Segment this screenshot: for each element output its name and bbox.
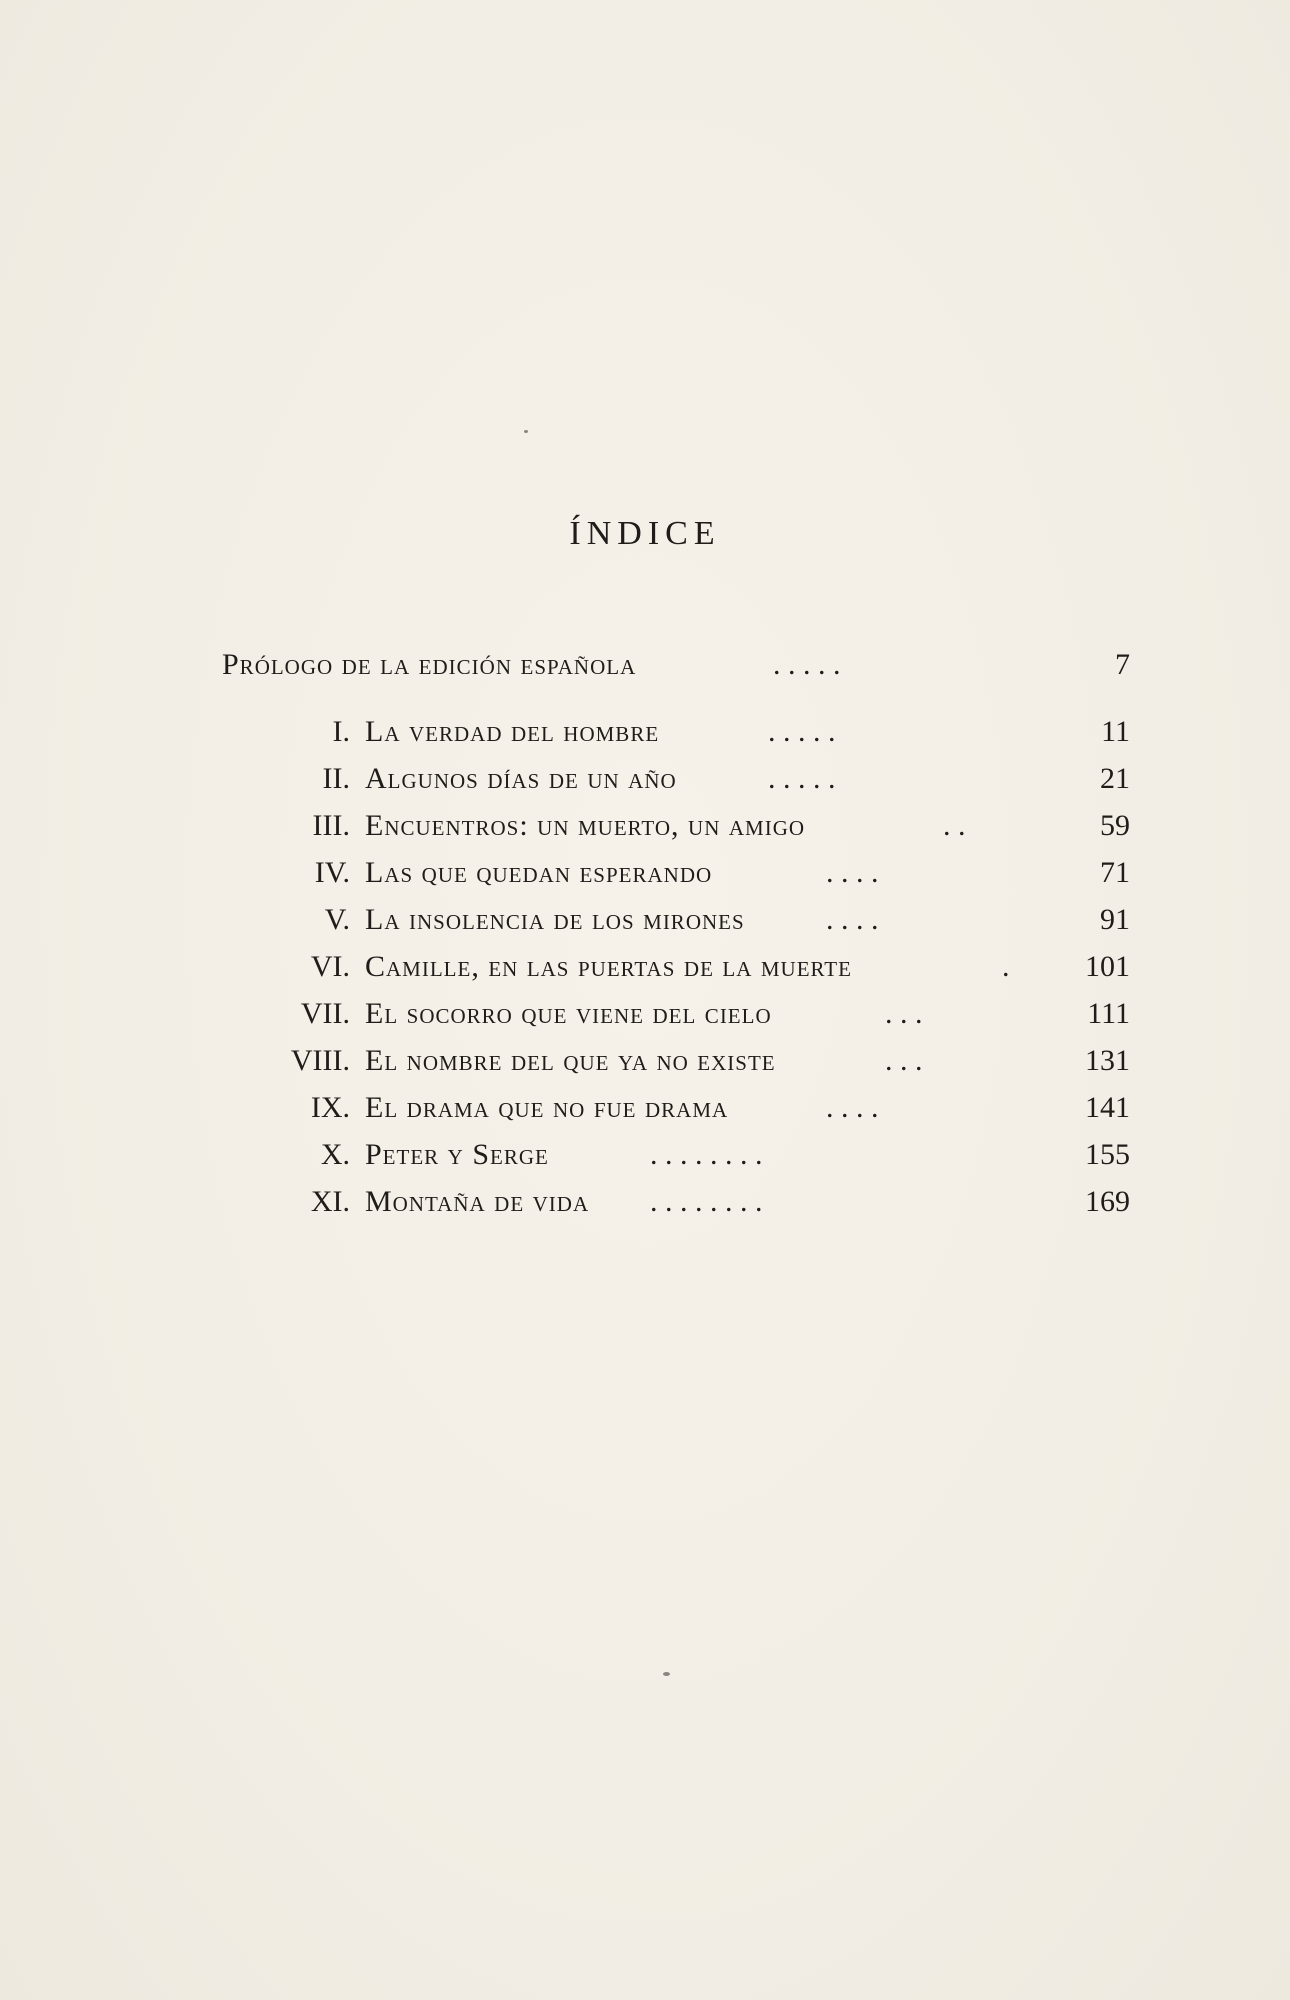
toc-page-number: 7 bbox=[1115, 648, 1130, 681]
toc-entry-title: Montaña de vida bbox=[365, 1185, 590, 1218]
toc-chapter-number: VII. bbox=[300, 997, 350, 1030]
toc-chapter-number: XI. bbox=[310, 1185, 350, 1218]
toc-row[interactable] bbox=[0, 898, 1290, 942]
toc-page-number: 131 bbox=[1085, 1044, 1130, 1077]
toc-leader-dots: . . . bbox=[885, 997, 923, 1030]
toc-chapter-number: III. bbox=[312, 809, 350, 842]
toc-chapter-number: I. bbox=[332, 715, 350, 748]
page-title: ÍNDICE bbox=[569, 515, 721, 552]
toc-page-number: 111 bbox=[1087, 997, 1130, 1030]
toc-leader-dots: . . . . bbox=[826, 856, 879, 889]
toc-entry-title: El drama que no fue drama bbox=[365, 1091, 729, 1124]
toc-entry-title: El nombre del que ya no existe bbox=[365, 1044, 776, 1077]
toc-leader-dots: . . . . bbox=[826, 1091, 879, 1124]
toc-entry-title: La verdad del hombre bbox=[365, 715, 660, 748]
toc-leader-dots: . . . bbox=[885, 1044, 923, 1077]
toc-entry-title: Algunos días de un año bbox=[365, 762, 677, 795]
paper-speck bbox=[663, 1672, 670, 1676]
toc-page-number: 71 bbox=[1100, 856, 1130, 889]
paper-speck bbox=[524, 430, 528, 433]
toc-chapter-number: II. bbox=[322, 762, 350, 795]
toc-entry-title: Prólogo de la edición española bbox=[222, 648, 637, 681]
toc-leader-dots: . . . . . bbox=[768, 762, 836, 795]
toc-entry-title: Encuentros: un muerto, un amigo bbox=[365, 809, 806, 842]
toc-page-number: 21 bbox=[1100, 762, 1130, 795]
toc-page-number: 141 bbox=[1085, 1091, 1130, 1124]
toc-row[interactable] bbox=[0, 992, 1290, 1036]
toc-entry-title: Peter y Serge bbox=[365, 1138, 549, 1171]
toc-row[interactable] bbox=[0, 804, 1290, 848]
toc-chapter-number: IX. bbox=[310, 1091, 350, 1124]
toc-row[interactable] bbox=[0, 710, 1290, 754]
toc-page-number: 59 bbox=[1100, 809, 1130, 842]
toc-row[interactable] bbox=[0, 1133, 1290, 1177]
toc-leader-dots: . . . . . bbox=[768, 715, 836, 748]
toc-row[interactable] bbox=[0, 851, 1290, 895]
toc-page-number: 101 bbox=[1085, 950, 1130, 983]
toc-chapter-number: IV. bbox=[314, 856, 350, 889]
toc-leader-dots: . . . . bbox=[826, 903, 879, 936]
toc-chapter-number: X. bbox=[320, 1138, 350, 1171]
toc-page-number: 91 bbox=[1100, 903, 1130, 936]
toc-row[interactable] bbox=[0, 1086, 1290, 1130]
toc-page-number: 11 bbox=[1101, 715, 1130, 748]
toc-chapter-number: VIII. bbox=[290, 1044, 350, 1077]
toc-chapter-number: VI. bbox=[310, 950, 350, 983]
toc-leader-dots: . . . . . . . . bbox=[650, 1138, 763, 1171]
toc-leader-dots: . . bbox=[943, 809, 966, 842]
toc-leader-dots: . . . . . bbox=[773, 648, 841, 681]
toc-row[interactable] bbox=[0, 1039, 1290, 1083]
toc-row[interactable] bbox=[0, 1180, 1290, 1224]
toc-leader-dots: . bbox=[1002, 950, 1010, 983]
toc-page-number: 155 bbox=[1085, 1138, 1130, 1171]
toc-entry-title: La insolencia de los mirones bbox=[365, 903, 745, 936]
toc-row-prologue[interactable] bbox=[0, 643, 1290, 687]
toc-row[interactable] bbox=[0, 945, 1290, 989]
toc-entry-title: Camille, en las puertas de la muerte bbox=[365, 950, 852, 983]
toc-entry-title: Las que quedan esperando bbox=[365, 856, 713, 889]
toc-leader-dots: . . . . . . . . bbox=[650, 1185, 763, 1218]
toc-entry-title: El socorro que viene del cielo bbox=[365, 997, 772, 1030]
toc-page-number: 169 bbox=[1085, 1185, 1130, 1218]
toc-chapter-number: V. bbox=[324, 903, 350, 936]
toc-row[interactable] bbox=[0, 757, 1290, 801]
